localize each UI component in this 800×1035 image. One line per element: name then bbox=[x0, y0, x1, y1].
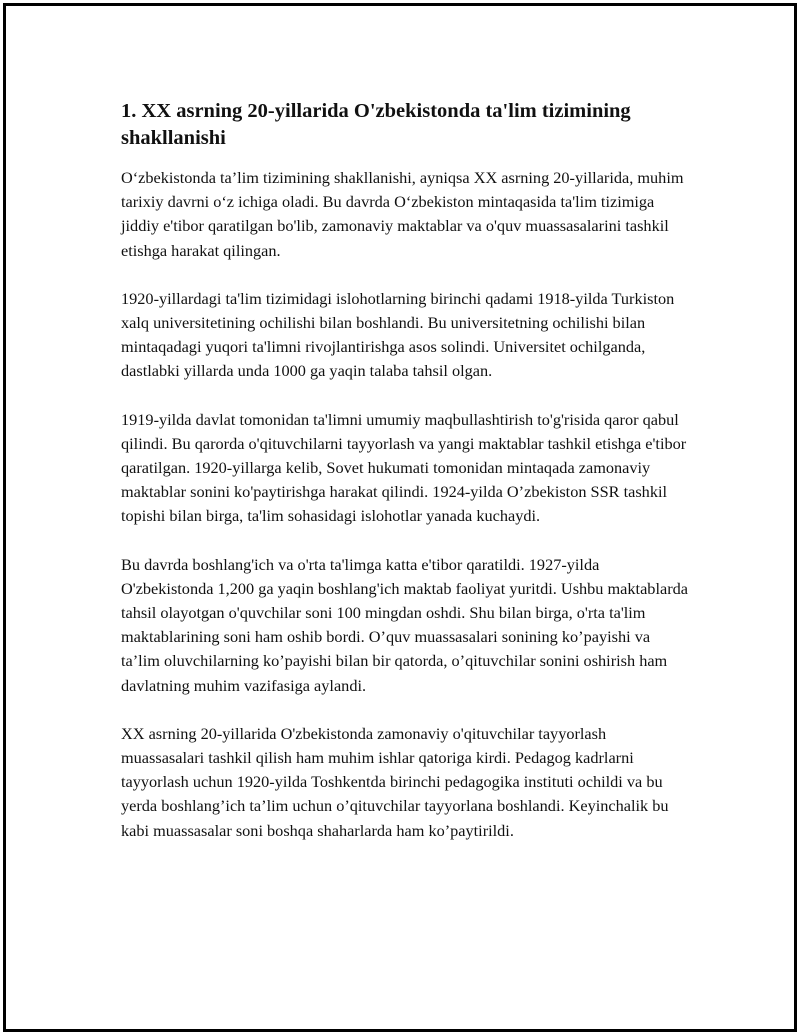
document-body bbox=[121, 98, 691, 867]
page-title: 1. XX asrning 20-yillarida O'zbekistonda ta'lim tizimining shakllanishi bbox=[121, 100, 631, 149]
paragraph: XX asrning 20-yillarida O'zbekistonda zamonaviy o'qituvchilar tayyorlash muassasalari tashkil qilish ham muhim ishlar qatoriga kirdi. Pedagog kadrlarni tayyorlash uchun 1920-yilda Toshkentda birinchi pedagogika instituti ochildi va bu yerda boshlang’ich ta’lim uchun o’qituvchilar tayyorlana boshlandi. Keyinchalik bu kabi muassasalar soni boshqa shaharlarda ham ko’paytirildi. bbox=[121, 723, 669, 840]
paragraph: Bu davrda boshlang'ich va o'rta ta'limga katta e'tibor qaratildi. 1927-yilda O'zbekistonda 1,200 ga yaqin boshlang'ich maktab faoliyat yuritdi. Ushbu maktablarda tahsil olayotgan o'quvchilar soni 100 mingdan oshdi. Shu bilan birga, o'rta ta'lim maktablarining soni ham oshib bordi. O’quv muassasalari sonining ko’payishi va ta’lim oluvchilarning ko’payishi bilan bir qatorda, o’qituvchilar sonini oshirish ham davlatning muhim vazifasiga aylandi. bbox=[121, 554, 688, 695]
paragraph: 1920-yillardagi ta'lim tizimidagi islohotlarning birinchi qadami 1918-yilda Turkiston xalq universitetining ochilishi bilan boshlandi. Bu universitetning ochilishi bilan mintaqadagi yuqori ta'limni rivojlantirishga asos solindi. Universitet ochilganda, dastlabki yillarda unda 1000 ga yaqin talaba tahsil olgan. bbox=[121, 288, 675, 381]
paragraph: 1919-yilda davlat tomonidan ta'limni umumiy maqbullashtirish to'g'risida qaror qabul qilindi. Bu qarorda o'qituvchilarni tayyorlash va yangi maktablar tashkil etishga e'tibor qaratilgan. 1920-yillarga kelib, Sovet hukumati tomonidan mintaqada zamonaviy maktablar sonini ko'paytirishga harakat qilindi. 1924-yilda O’zbekiston SSR tashkil topishi bilan birga, ta'lim sohasidagi islohotlar yanada kuchaydi. bbox=[121, 409, 687, 526]
paragraph: O‘zbekistonda ta’lim tizimining shakllanishi, ayniqsa XX asrning 20-yillarida, muhim tarixiy davrni o‘z ichiga oladi. Bu davrda O‘zbekiston mintaqasida ta'lim tizimiga jiddiy e'tibor qaratilgan bo'lib, zamonaviy maktablar va o'quv muassasalarini tashkil etishga harakat qilingan. bbox=[121, 168, 684, 260]
page-frame bbox=[3, 3, 797, 1032]
